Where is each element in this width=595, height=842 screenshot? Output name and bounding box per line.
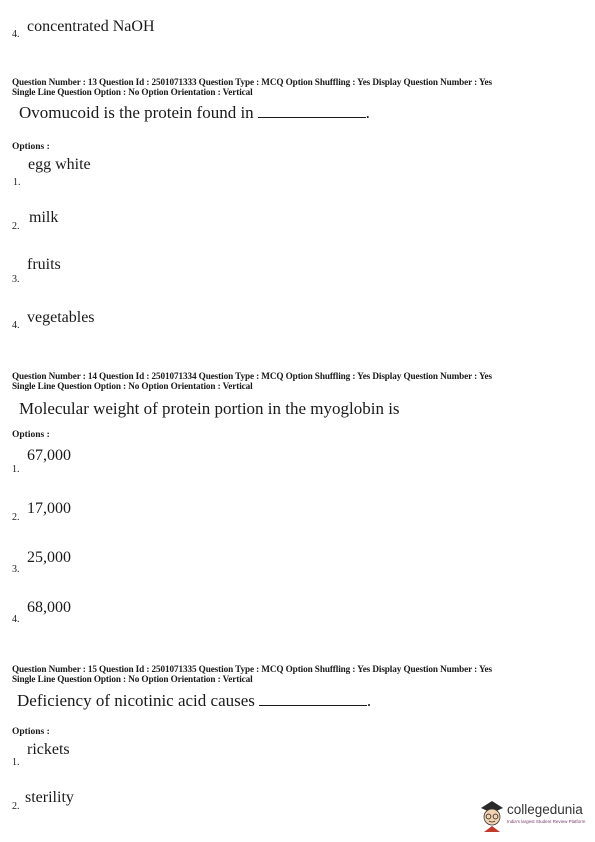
question-text-content: Ovomucoid is the protein found in bbox=[19, 103, 254, 122]
question-meta-line: Single Line Question Option : No Option Orientation : Vertical bbox=[12, 87, 253, 97]
option-number: 3. bbox=[12, 564, 20, 575]
question-meta-line: Question Number : 15 Question Id : 2501071335 Question Type : MCQ Option Shuffling : Yes Display Question Number : Yes bbox=[12, 664, 492, 674]
question-suffix: . bbox=[366, 691, 372, 710]
question-meta bbox=[12, 371, 492, 391]
option-number: 1. bbox=[12, 757, 20, 768]
student-mascot-icon bbox=[478, 798, 506, 834]
question-meta-line: Question Number : 13 Question Id : 2501071333 Question Type : MCQ Option Shuffling : Yes Display Question Number : Yes bbox=[12, 77, 492, 87]
brand-name: collegedunia bbox=[507, 802, 583, 817]
option-number: 4. bbox=[12, 614, 20, 625]
question-text bbox=[19, 103, 370, 123]
options-label: Options : bbox=[12, 727, 50, 737]
question-text bbox=[17, 691, 371, 711]
question-text bbox=[19, 399, 400, 419]
option-number: 2. bbox=[12, 801, 20, 812]
option-text[interactable]: 17,000 bbox=[27, 500, 71, 517]
option-number: 2. bbox=[12, 221, 20, 232]
question-meta-line: Question Number : 14 Question Id : 2501071334 Question Type : MCQ Option Shuffling : Yes Display Question Number : Yes bbox=[12, 371, 492, 381]
option-text[interactable]: fruits bbox=[27, 256, 61, 273]
question-meta-line: Single Line Question Option : No Option Orientation : Vertical bbox=[12, 674, 253, 684]
option-number: 2. bbox=[12, 512, 20, 523]
answer-blank bbox=[258, 116, 366, 118]
option-number: 3. bbox=[12, 274, 20, 285]
option-text[interactable]: rickets bbox=[27, 741, 70, 758]
option-number: 1. bbox=[12, 464, 20, 475]
option-text[interactable]: vegetables bbox=[27, 309, 95, 326]
question-suffix: . bbox=[365, 103, 370, 122]
options-label: Options : bbox=[12, 430, 50, 440]
option-text[interactable]: 68,000 bbox=[27, 599, 71, 616]
question-meta-line: Single Line Question Option : No Option Orientation : Vertical bbox=[12, 381, 253, 391]
option-number: 4. bbox=[12, 320, 20, 331]
collegedunia-logo bbox=[478, 796, 590, 836]
option-text[interactable]: milk bbox=[29, 209, 59, 226]
question-text-content: Molecular weight of protein portion in the myoglobin is bbox=[19, 399, 400, 418]
question-text-content: Deficiency of nicotinic acid causes bbox=[17, 691, 255, 710]
answer-blank bbox=[259, 704, 367, 706]
option-number: 1. bbox=[13, 177, 21, 188]
option-number: 4. bbox=[12, 29, 20, 40]
brand-tagline: India's largest Student Review Platform bbox=[507, 819, 586, 824]
option-text[interactable]: concentrated NaOH bbox=[27, 18, 155, 35]
option-text[interactable]: 67,000 bbox=[27, 447, 71, 464]
option-text[interactable]: egg white bbox=[28, 156, 91, 173]
question-meta bbox=[12, 77, 492, 97]
option-text[interactable]: 25,000 bbox=[27, 549, 71, 566]
question-meta bbox=[12, 664, 492, 684]
option-text[interactable]: sterility bbox=[25, 789, 74, 806]
options-label: Options : bbox=[12, 142, 50, 152]
